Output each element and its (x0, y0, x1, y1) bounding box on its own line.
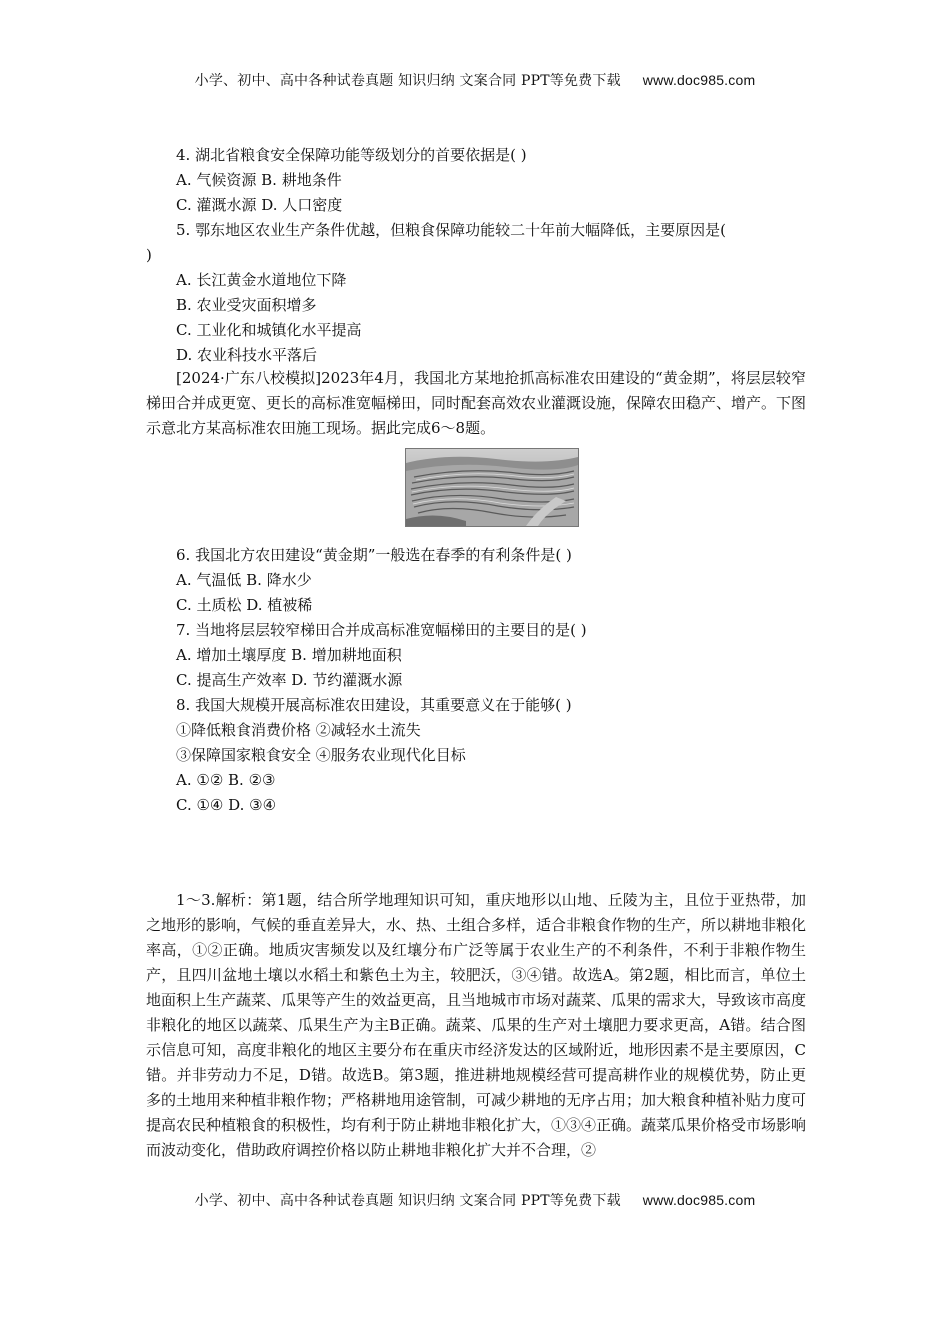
header-text: 小学、初中、高中各种试卷真题 知识归纳 文案合同 PPT等免费下载 (194, 73, 621, 89)
q5-stem-tail: ) (146, 246, 152, 264)
q6-options-ab: A. 气温低 B. 降水少 (176, 571, 312, 589)
footer-text: 小学、初中、高中各种试卷真题 知识归纳 文案合同 PPT等免费下载 (194, 1193, 621, 1209)
q4-stem: 4. 湖北省粮食安全保障功能等级划分的首要依据是( ) (176, 146, 527, 164)
q4-options-ab: A. 气候资源 B. 耕地条件 (176, 171, 342, 189)
q5-option-d: D. 农业科技水平落后 (176, 346, 318, 364)
q8-statements-34: ③保障国家粮食安全 ④服务农业现代化目标 (176, 746, 466, 764)
q5-option-c: C. 工业化和城镇化水平提高 (176, 321, 362, 339)
footer-site[interactable]: www.doc985.com (642, 1192, 756, 1208)
material-paragraph: [2024·广东八校模拟]2023年4月，我国北方某地抢抓高标准农田建设的“黄金期”，将层层较窄梯田合并成更宽、更长的高标准宽幅梯田，同时配套高效农业灌溉设施，保障农田稳产、增产。下图示意北方某高标准农田施工现场。据此完成6～8题。 (146, 369, 807, 437)
q4-options-cd: C. 灌溉水源 D. 人口密度 (176, 196, 343, 214)
q5-option-b: B. 农业受灾面积增多 (176, 296, 317, 314)
terraced-field-photo (405, 448, 579, 527)
q8-stem: 8. 我国大规模开展高标准农田建设，其重要意义在于能够( ) (176, 696, 572, 714)
q7-options-ab: A. 增加土壤厚度 B. 增加耕地面积 (176, 646, 402, 664)
q6-options-cd: C. 土质松 D. 植被稀 (176, 596, 313, 614)
q7-options-cd: C. 提高生产效率 D. 节约灌溉水源 (176, 671, 403, 689)
header-site[interactable]: www.doc985.com (642, 72, 756, 88)
q8-options-ab: A. ①② B. ②③ (176, 771, 276, 789)
q8-statements-12: ①降低粮食消费价格 ②减轻水土流失 (176, 721, 421, 739)
q5-stem: 5. 鄂东地区农业生产条件优越，但粮食保障功能较二十年前大幅降低，主要原因是( (176, 221, 726, 239)
analysis-paragraph: 1～3.解析：第1题，结合所学地理知识可知，重庆地形以山地、丘陵为主，且位于亚热带，加之地形的影响，气候的垂直差异大，水、热、土组合多样，适合非粮食作物的生产，所以耕地非粮化率高，①②正确。地质灾害频发以及红壤分布广泛等属于农业生产的不利条件，不利于非粮作物生产，且四川盆地土壤以水稻土和紫色土为主，较肥沃，③④错。故选A。第2题，相比而言，单位土地面积上生产蔬菜、瓜果等产生的效益更高，且当地城市市场对蔬菜、瓜果的需求大，导致该市高度非粮化的地区以蔬菜、瓜果生产为主B正确。蔬菜、瓜果的生产对土壤肥力要求更高，A错。结合图示信息可知，高度非粮化的地区主要分布在重庆市经济发达的区域附近，地形因素不是主要原因，C错。并非劳动力不足，D错。故选B。第3题，推进耕地规模经营可提高耕作业的规模优势，防止更多的土地用来种植非粮作物；严格耕地用途管制，可减少耕地的无序占用；加大粮食种植补贴力度可提高农民种植粮食的积极性，均有利于防止耕地非粮化扩大，①③④正确。蔬菜瓜果价格受市场影响而波动变化，借助政府调控价格以防止耕地非粮化扩大并不合理，② (146, 891, 807, 1159)
page-footer (0, 1190, 950, 1210)
q6-stem: 6. 我国北方农田建设“黄金期”一般选在春季的有利条件是( ) (176, 546, 572, 564)
q7-stem: 7. 当地将层层较窄梯田合并成高标准宽幅梯田的主要目的是( ) (176, 621, 587, 639)
q5-option-a: A. 长江黄金水道地位下降 (176, 271, 347, 289)
page-header-top (0, 70, 950, 90)
q8-options-cd: C. ①④ D. ③④ (176, 796, 277, 814)
